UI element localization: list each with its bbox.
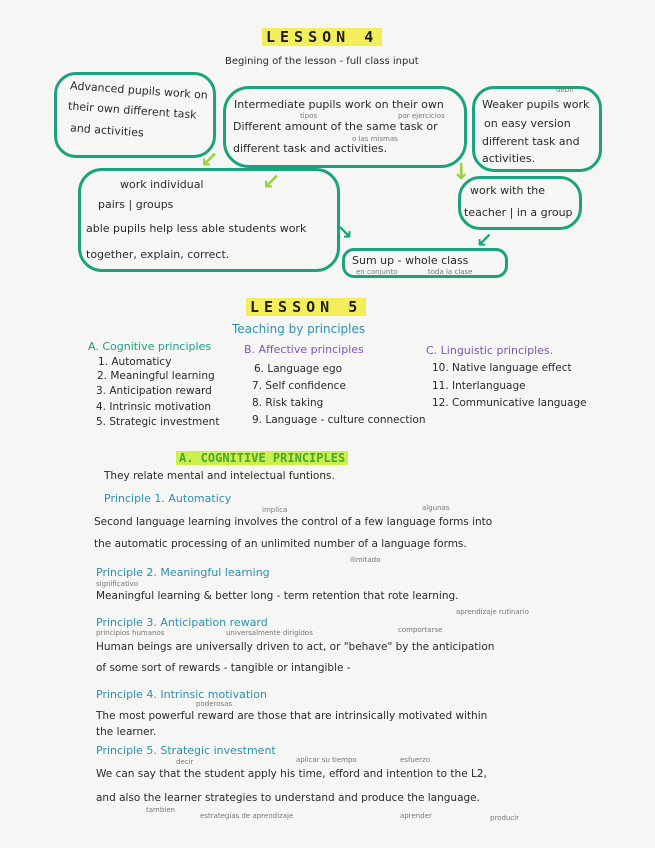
linguistic-item-1: 10. Native language effect [432,362,572,374]
weaker-line-3: different task and [482,135,580,148]
cognitive-item-5: 5. Strategic investment [96,416,220,428]
principle2-note-2: aprendizaje rutinario [456,608,529,616]
principle4-title: Principle 4. Intrinsic motivation [96,688,267,701]
intermediate-line-1: Intermediate pupils work on their own [234,98,444,111]
lesson4-title: LESSON 4 [262,28,382,46]
principle3-line-2: of some sort of rewards - tangible or intangible - [96,662,351,674]
principle3-note-c: comportarse [398,626,443,634]
weaker-line-1: Weaker pupils work [482,98,590,111]
individual-line-2: pairs | groups [98,198,174,211]
cognitive-item-3: 3. Anticipation reward [96,385,212,397]
cognitive-intro: They relate mental and intelectual funtions. [104,470,335,482]
principle4-note: poderosas [196,700,233,708]
arrow-icon: ↙ [476,228,493,252]
principle1-note-a: implica [262,506,288,514]
principle3-note-b: universalmente dirigidos [226,629,313,637]
principle4-line-1: The most powerful reward are those that are intrinsically motivated within [96,710,488,722]
principle1-line-1: Second language learning involves the control of a few language forms into [94,516,493,528]
principle5-note-a: decir [176,758,194,766]
arrow-icon: ↓ [452,160,471,185]
lesson5-title: LESSON 5 [246,298,366,316]
principle2-note: significativo [96,580,139,588]
weaker-line-2: on easy version [484,117,571,130]
teacher-line-2: teacher | in a group [464,206,573,219]
principle5-title: Principle 5. Strategic investment [96,744,276,757]
intermediate-note-a: tipos [300,112,318,120]
principle4-line-2: the learner. [96,726,157,738]
affective-item-4: 9. Language - culture connection [252,414,426,426]
teacher-line-1: work with the [470,184,546,197]
affective-list-title: B. Affective principles [244,343,364,356]
arrow-icon: ↙ [262,170,281,195]
linguistic-item-3: 12. Communicative language [432,397,587,409]
principle5-note-g: producir [490,814,520,822]
individual-line-1: work individual [120,178,204,191]
principle5-note-d: tambien [146,806,175,814]
sumup-note-a: en conjunto [356,268,398,276]
affective-item-1: 6. Language ego [254,363,343,375]
cognitive-item-1: 1. Automaticy [98,356,172,368]
weaker-line-4: activities. [482,152,536,165]
principle5-line-2: and also the learner strategies to understand and produce the language. [96,792,480,804]
sumup-note-b: toda la clase [428,268,473,276]
principle1-note-b: algunas [422,504,450,512]
lesson4-subtitle: Begining of the lesson - full class input [225,56,419,67]
principle1-note-c: ilimitado [350,556,381,564]
linguistic-list-title: C. Linguistic principles. [426,344,554,357]
able-line-1: able pupils help less able students work [86,222,307,235]
cognitive-list-title: A. Cognitive principles [88,340,212,353]
affective-item-2: 7. Self confidence [252,380,346,392]
cognitive-item-2: 2. Meaningful learning [97,370,215,382]
cognitive-section-title: A. COGNITIVE PRINCIPLES [176,451,348,465]
advanced-line-1: Advanced pupils work on [69,79,209,102]
principle3-note-a: principios humanos [96,629,165,637]
principle5-note-f: aprender [400,812,432,820]
intermediate-note-b: por ejercicios [398,112,445,120]
principle1-line-2: the automatic processing of an unlimited number of a language forms. [94,538,467,550]
intermediate-line-2: Different amount of the same task or [233,120,438,133]
principle5-note-b: aplicar su tiempo [296,756,357,764]
advanced-line-2: their own different task [67,99,197,122]
principle2-title: Principle 2. Meaningful learning [96,566,270,579]
weaker-note: debil [556,86,574,94]
affective-item-3: 8. Risk taking [252,397,324,409]
able-line-2: together, explain, correct. [86,248,230,261]
principle5-note-c: esfuerzo [400,756,430,764]
advanced-line-3: and activities [69,121,145,140]
sumup-text: Sum up - whole class [352,254,469,267]
principle3-title: Principle 3. Anticipation reward [96,616,268,629]
arrow-icon: ↘ [336,220,353,244]
principle5-note-e: estrategias de aprendizaje [200,812,294,820]
intermediate-line-3: different task and activities. [233,142,388,155]
principle1-title: Principle 1. Automaticy [104,492,232,505]
linguistic-item-2: 11. Interlanguage [432,380,526,392]
arrow-icon: ↙ [200,148,219,173]
cognitive-item-4: 4. Intrinsic motivation [96,401,212,413]
intermediate-note-c: o las mismas [352,135,398,143]
principle2-line: Meaningful learning & better long - term retention that rote learning. [96,590,459,602]
principle3-line-1: Human beings are universally driven to act, or "behave" by the anticipation [96,641,495,653]
principle5-line-1: We can say that the student apply his time, efford and intention to the L2, [96,768,487,780]
lesson5-subtitle: Teaching by principles [232,322,366,336]
